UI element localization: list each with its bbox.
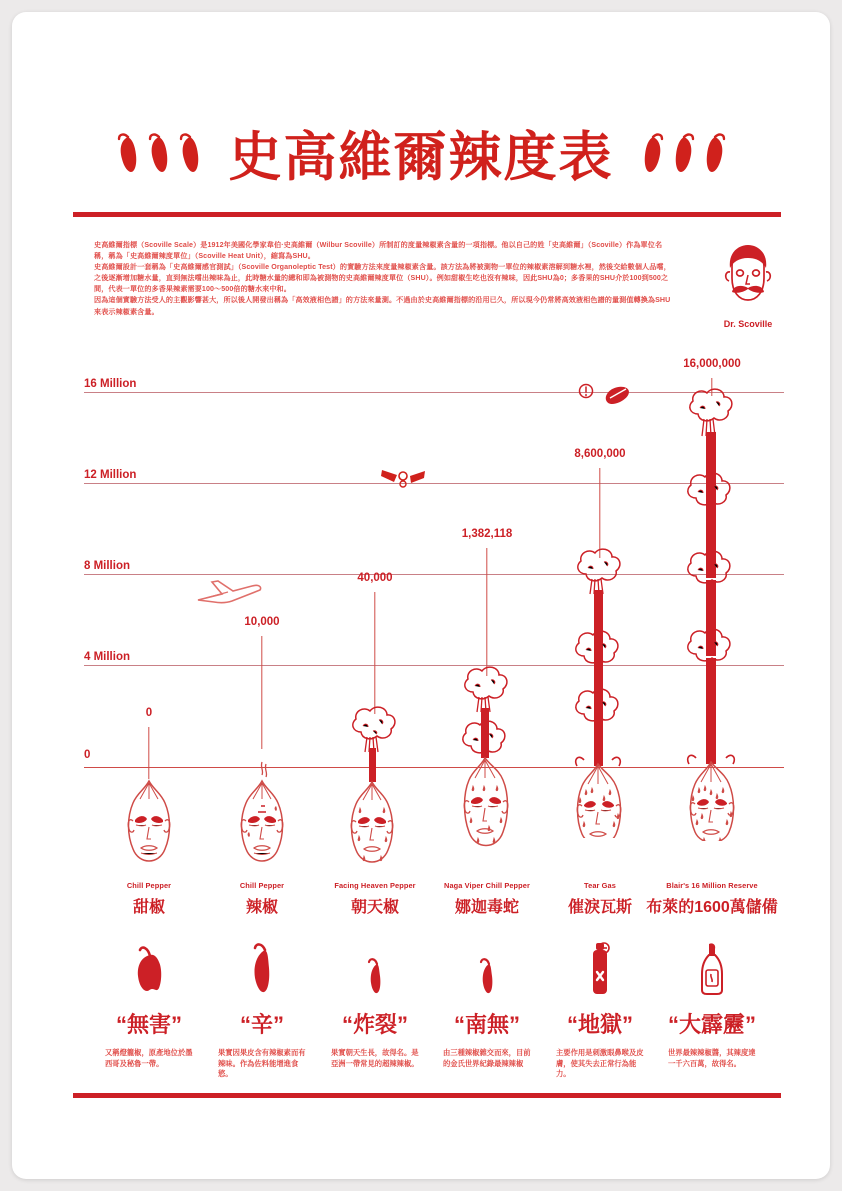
name-zh-1: 辣椒 xyxy=(245,899,279,916)
name-zh-5: 布萊的1600萬儲備 xyxy=(646,899,778,916)
scoville-portrait-block xyxy=(688,242,808,329)
airplane-icon xyxy=(192,572,264,606)
axis-tick-4-million: 4 Million xyxy=(84,651,130,663)
name-zh-0: 甜椒 xyxy=(132,899,166,916)
quote-4: “地獄” xyxy=(566,1012,634,1037)
name-zh-4: 催淚瓦斯 xyxy=(567,899,633,916)
name-en-0: Chill Pepper xyxy=(126,881,172,890)
icon-cell-0 xyxy=(132,934,166,996)
chili-icon xyxy=(115,131,141,175)
value-label-4: 8,600,000 xyxy=(574,448,626,460)
axis-tick-8-million: 8 Million xyxy=(84,560,130,572)
column-stem-3 xyxy=(486,548,487,676)
calm-face-icon xyxy=(107,777,191,877)
name-zh-3: 娜迦毒蛇 xyxy=(454,899,520,916)
divider-bottom xyxy=(73,1093,781,1098)
axis-tick-0: 0 xyxy=(84,749,91,761)
name-cell-2 xyxy=(334,881,415,917)
name-cell-4 xyxy=(568,881,632,917)
quote-0: “無害” xyxy=(115,1012,183,1037)
description-5: 世界最辣辣椒醬，其辣度達一千六百萬，故得名。 xyxy=(668,1048,756,1068)
chili-icon xyxy=(671,131,697,175)
description-4: 主要作用是刺激眼鼻喉及皮膚，使其失去正常行為能力。 xyxy=(556,1048,644,1079)
column-stem-0 xyxy=(148,727,149,779)
scoville-chart xyxy=(12,358,830,922)
intro-paragraph-2: 史高維爾設計一套稱為「史高維爾感官測試」（Scoville Organoleptic Test）的實驗方法來度量辣椒素含量。該方法為將被測物一單位的辣椒素溶解到糖水裡，然後交給數個人品嚐，之後逐漸增加糖水量，直到無法嚐出辣味為止，此時糖水量的總和即為被測物的史高維爾辣度單位（SHU）。例如甜椒生吃也沒有辣味，因此SHU為0；多香果的SHU介於100到500之間，代表一單位的多香果辣素需要100～500倍的糖水來中和。 xyxy=(94,263,671,294)
explosion-cloud xyxy=(690,389,732,421)
steaming-face-icon xyxy=(329,704,421,877)
axis-tick-12-million: 12 Million xyxy=(84,469,137,481)
column-stem-4 xyxy=(599,468,600,558)
chili-icon xyxy=(146,131,172,175)
scoville-portrait-icon xyxy=(717,242,779,312)
quote-2: “炸裂” xyxy=(341,1012,409,1037)
bell-pepper-icon xyxy=(132,942,166,996)
satellite-icon xyxy=(380,462,426,492)
quotes-row xyxy=(12,1008,830,1044)
exploding-face-icon xyxy=(437,666,537,878)
icon-cell-1 xyxy=(247,934,277,996)
axis-tick-16-million: 16 Million xyxy=(84,378,137,390)
hot-sauce-bottle-icon xyxy=(698,942,726,996)
chili-icon xyxy=(640,131,666,175)
intro-paragraph-1: 史高維爾指標（Scoville Scale）是1912年美國化學家韋伯·史高維爾（Wilbur Scoville）所制訂的度量辣椒素含量的一項指標。他以自己的姓「史高維爾」（Scoville）作為單位名稱，稱為「史高維爾辣度單位」（Scoville Heat Unit），縮寫為SHU。 xyxy=(94,241,663,261)
icon-cell-2 xyxy=(364,934,386,996)
name-cell-0 xyxy=(127,881,171,917)
name-cell-1 xyxy=(240,881,284,917)
value-label-2: 40,000 xyxy=(357,572,393,584)
small-chili-icon xyxy=(476,956,498,996)
name-cell-5 xyxy=(646,881,778,917)
column-stem-1 xyxy=(261,636,262,749)
poster-header xyxy=(12,108,830,198)
portrait-label: Dr. Scoville xyxy=(723,319,773,329)
description-0: 又稱燈籠椒，原產地位於墨西哥及秘魯一帶。 xyxy=(105,1048,193,1068)
header-chilies-left xyxy=(115,131,203,175)
name-zh-2: 朝天椒 xyxy=(350,899,399,916)
name-en-1: Chill Pepper xyxy=(239,881,285,890)
column-stem-2 xyxy=(374,592,375,714)
icon-cell-4 xyxy=(587,934,613,996)
intro-text xyxy=(94,240,674,318)
sweating-face-icon xyxy=(220,744,304,877)
tear-gas-canister-icon xyxy=(587,940,613,996)
header-chilies-right xyxy=(640,131,728,175)
description-2: 果實朝天生長，故得名。是亞洲一帶常見的超辣辣椒。 xyxy=(331,1048,419,1068)
name-en-3: Naga Viper Chill Pepper xyxy=(444,881,530,890)
explosion-cloud xyxy=(578,549,620,581)
quote-5: “大霹靂” xyxy=(667,1012,757,1037)
name-en-4: Tear Gas xyxy=(584,881,616,890)
name-en-5: Blair's 16 Million Reserve xyxy=(666,881,758,890)
value-label-3: 1,382,118 xyxy=(461,528,513,540)
chili-icon xyxy=(247,940,277,996)
descriptions-row xyxy=(12,1048,830,1096)
chili-icon xyxy=(177,131,203,175)
value-label-5: 16,000,000 xyxy=(683,358,741,370)
divider-top xyxy=(73,212,781,217)
icon-cell-5 xyxy=(698,934,726,996)
quote-1: “辛” xyxy=(239,1012,285,1037)
ufo-icon xyxy=(574,377,658,411)
destroyed-face-icon xyxy=(658,386,766,841)
value-label-0: 0 xyxy=(145,707,153,719)
explosion-cloud xyxy=(465,667,507,699)
intro-paragraph-3: 因為這個實驗方法受人的主觀影響甚大，所以後人開發出稱為「高效液相色譜」的方法來量測。不過由於史高維爾指標的沿用已久，所以現今仍常將高效液相色譜的量測值轉換為SHU來表示辣椒素含量。 xyxy=(94,296,671,316)
poster-page xyxy=(12,12,830,1179)
small-chili-icon xyxy=(364,956,386,996)
pepper-icon-row xyxy=(12,934,830,996)
column-names-row xyxy=(12,881,830,931)
page-title: 史高維爾辣度表 xyxy=(228,128,614,187)
quote-3: “南無” xyxy=(453,1012,521,1037)
value-label-1: 10,000 xyxy=(244,616,280,628)
chili-icon xyxy=(702,131,728,175)
melting-face-icon xyxy=(548,548,652,838)
icon-cell-3 xyxy=(476,934,498,996)
name-en-2: Facing Heaven Pepper xyxy=(334,881,416,890)
explosion-cloud xyxy=(353,707,395,739)
description-3: 由三種辣椒雜交而來，目前的金氏世界紀錄最辣辣椒 xyxy=(443,1048,531,1068)
name-cell-3 xyxy=(444,881,530,917)
description-1: 果實因果皮含有辣椒素而有辣味。作為佐料能增進食慾。 xyxy=(218,1048,306,1079)
